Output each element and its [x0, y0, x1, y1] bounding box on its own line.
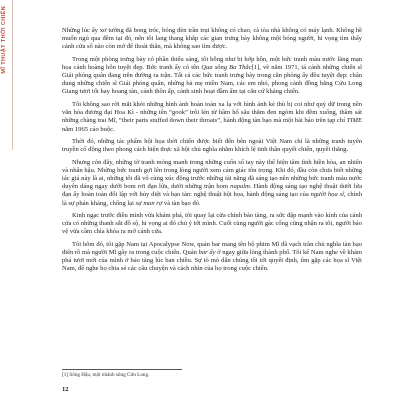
- text-run: Tôi không sao rời mắt khỏi những hình ảnh hoàn toàn xa lạ với hình ảnh kẻ thù bị coi như quỷ dữ trong nền văn hóa đương đại Hoa Kì - những tên “gook” trôi lén từ hầm hố sâu thẳm đen ngòm khi đêm xuống, thầm sát những chàng trai Mĩ, “their parts stuffed down their throats”, hành động tàn bạo mà một bài báo trên tạp chí: [62, 101, 362, 125]
- running-head: MĨ THUẬT THỜI CHIẾN: [1, 6, 7, 74]
- page-number: 12: [62, 386, 69, 393]
- paragraph: [62, 212, 362, 236]
- italic-text: Qua sông Ba Thắc: [201, 64, 252, 72]
- paragraph: [62, 27, 362, 51]
- text-run: ở ngay giữa lòng thành phố. Tôi kể Nam nghe về khám phá tươi mới của mình ở bảo tàng lúc ban chiều. Sự tò mò dẫn chúng tôi tới quyết định, tìm gặp các họa sĩ Việt Nam, để nghe họ chia sẻ các câu chuyện và cách nhìn của họ trong cuộc chiến.: [62, 249, 362, 273]
- italic-text: bar ấy: [198, 249, 216, 257]
- body-text: [62, 27, 362, 278]
- italic-text: TIME: [346, 117, 362, 125]
- italic-text: sự man rợ: [135, 199, 163, 207]
- text-run: [1], vẽ năm 1971, tả cảnh những chiến sĩ Giải phóng quân đang trên đường ra trận. Tất cả các bức tranh trưng bày trong căn phòng ấy đều tuyệt đẹp: chân dung những chiến sĩ Giải phóng quân, những bà mẹ miền Nam, các em nhỏ, phong cảnh đồng bằng Cửu Long Giang tươi tốt hay hoang tàn, cảnh thôn ấp, cảnh sinh hoạt đầm ấm tại căn cứ kháng chiến.: [62, 64, 362, 96]
- side-tab: [0, 0, 13, 150]
- text-run: Kinh ngạc trước điều mình vừa khám phá, tôi quay lại cửa chính bảo tàng, ra sức đập mạnh vào kính của cánh cửa có những thanh sắt đồ sộ, hi vọng ai đó chú ý tới mình. Cuối cùng người gác cổng cũng nhận ra tôi, người bảo vệ vừa cầm chìa khóa ra mở cánh cửa.: [62, 212, 362, 236]
- text-run: và tàn bạo đó.: [162, 199, 201, 207]
- text-run: , chính là sự phản kháng, chống lại: [62, 191, 362, 207]
- italic-text: napalm: [230, 183, 250, 191]
- italic-text: người họa sĩ: [310, 191, 344, 199]
- text-run: Thời đó, những tác phẩm hội họa thời chiến được biết đến bên ngoài Việt Nam chỉ là những tranh tuyên truyền cổ động theo phong cách hiện thực xã hội chủ nghĩa nhằm khích lệ tinh thần quyết chiến, quyết thắng.: [62, 138, 362, 154]
- text-run: Nhưng còn đây, những tờ tranh mỏng manh trong những cuốn sổ tay này thể hiện tâm tình hiền hòa, an nhiên và nhân hậu. Những bức tranh gợi lên trong lòng người xem cảm giác tôn trọng. Khi đó, đầu còn chưa biết những tác giả này là ai, những tôi đã vô cùng xúc động trước những tài năng đã sáng tạo nên những bức tranh màu nước duyên dáng ngay dưới bom rơi đạn lửa, dưới những trận bom: [62, 158, 362, 191]
- footnote: [1] Sông Hậu, một nhánh sông Cửu Long.: [62, 372, 150, 378]
- paragraph: [62, 56, 362, 97]
- paragraph: [62, 159, 362, 208]
- text-run: . Hành động sáng tạo nghệ thuật dưới lửa đạn ấy hoàn toàn đối lập với hủy diệt và bạo tàn: nghệ thuật hội họa, hành động sáng tạo của: [62, 183, 362, 199]
- text-run: năm 1965 cáo buộc.: [62, 125, 115, 133]
- text-run: Tôi hôm đó, tôi gặp Nam tại Apocalypse Now, quán bar mang tên bộ phim Mĩ đã vạch trần chủ nghĩa tàn bạo điên rồ mà người Mĩ gây ra trong cuộc chiến. Quán: [62, 240, 362, 257]
- paragraph: [62, 241, 362, 274]
- paragraph: [62, 138, 362, 154]
- paragraph: [62, 101, 362, 134]
- text-run: Trong một phòng trưng bày có phần thiếu sáng, tôi bỗng như bị hớp hồn, một bức tranh màu nước lãng mạn họa cảnh hoàng hôn tuyệt đẹp. Bức tranh ấy có tên: [62, 55, 362, 72]
- footnote-rule: [62, 369, 182, 370]
- text-run: Những lúc ấy xơ tường đã bong tróc, bóng đèn trần trụi không có chao, cà tòa nhà không có máy lạnh. Không hề muốn ngủ qua đêm tại đó, nên tôi lang thang khắp các gian trưng bày không một bóng người, hi vọng tìm thấy cánh cửa sổ nào còn mở để thoát thân, mà không sao tìm được.: [62, 27, 362, 51]
